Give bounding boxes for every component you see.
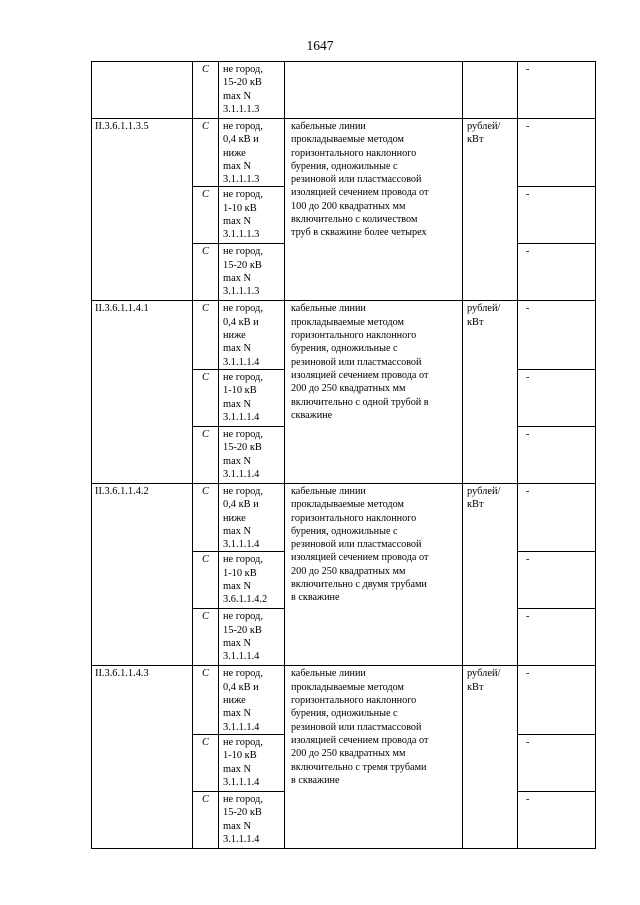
- unit-line: рублей/: [467, 303, 501, 315]
- conditions-line: 1-10 кВ: [223, 567, 257, 579]
- description-line: резиновой или пластмассовой: [291, 721, 422, 733]
- description-line: прокладываемые методом: [291, 499, 404, 511]
- conditions-line: 3.1.1.1.3: [223, 286, 260, 298]
- conditions-line: 3.1.1.1.4: [223, 721, 260, 733]
- description-line: прокладываемые методом: [291, 681, 404, 693]
- conditions-cell: [219, 187, 285, 244]
- category-cell: C: [193, 734, 219, 791]
- conditions-line: не город,: [223, 64, 263, 75]
- conditions-cell: [219, 552, 285, 609]
- conditions-line: 3.6.1.1.4.2: [223, 594, 268, 606]
- category-cell: C: [193, 369, 219, 426]
- conditions-line: max N: [223, 343, 251, 355]
- tariff-table: [91, 61, 596, 849]
- description-line: 200 до 250 квадратных мм: [291, 748, 406, 760]
- description-line: бурения, одножильные с: [291, 708, 398, 720]
- conditions-line: 0,4 кВ и: [223, 316, 259, 328]
- conditions-line: max N: [223, 273, 251, 285]
- description-line: резиновой или пластмассовой: [291, 174, 422, 186]
- unit-line: рублей/: [467, 485, 501, 497]
- conditions-line: 3.1.1.1.4: [223, 411, 260, 423]
- description-line: резиновой или пластмассовой: [291, 539, 422, 551]
- conditions-cell: [219, 369, 285, 426]
- description-line: 200 до 250 квадратных мм: [291, 565, 406, 577]
- value-cell: -: [518, 552, 596, 609]
- tariff-table-body: [92, 62, 596, 849]
- category-cell: C: [193, 119, 219, 187]
- conditions-line: max N: [223, 708, 251, 720]
- unit-cell: [463, 119, 518, 301]
- description-line: изоляцией сечением провода от: [291, 734, 429, 746]
- unit-cell: [463, 301, 518, 483]
- description-line: горизонтального наклонного: [291, 330, 417, 342]
- code-cell: II.3.6.1.1.4.1: [92, 301, 193, 483]
- description-line: изоляцией сечением провода от: [291, 552, 429, 564]
- value-cell: -: [518, 244, 596, 301]
- category-cell: C: [193, 483, 219, 551]
- page-number: 1647: [306, 38, 334, 53]
- conditions-cell: [219, 666, 285, 734]
- conditions-line: ниже: [223, 147, 246, 159]
- table-row: [92, 483, 596, 551]
- conditions-line: 3.1.1.1.4: [223, 539, 260, 551]
- category-cell: C: [193, 62, 219, 119]
- value-cell: -: [518, 119, 596, 187]
- value-cell: -: [518, 666, 596, 734]
- conditions-line: max N: [223, 455, 251, 467]
- conditions-cell: [219, 426, 285, 483]
- category-cell: C: [193, 791, 219, 848]
- value-cell: -: [518, 369, 596, 426]
- conditions-line: max N: [223, 820, 251, 832]
- conditions-line: 3.1.1.1.4: [223, 356, 260, 368]
- description-line: горизонтального наклонного: [291, 512, 417, 524]
- description-line: кабельные линии: [291, 668, 366, 680]
- conditions-line: ниже: [223, 512, 246, 524]
- conditions-cell: [219, 119, 285, 187]
- conditions-line: 15-20 кВ: [223, 442, 262, 454]
- conditions-line: 3.1.1.1.3: [223, 229, 260, 241]
- description-line: бурения, одножильные с: [291, 160, 398, 172]
- unit-line: кВт: [467, 499, 484, 511]
- unit-line: рублей/: [467, 121, 501, 132]
- conditions-line: 0,4 кВ и: [223, 681, 259, 693]
- conditions-line: не город,: [223, 554, 263, 566]
- description-line: труб в скважине более четырех: [291, 227, 427, 239]
- conditions-line: 3.1.1.1.4: [223, 833, 260, 845]
- conditions-line: 3.1.1.1.3: [223, 174, 260, 186]
- description-line: скважине: [291, 409, 333, 421]
- conditions-line: 3.1.1.1.3: [223, 103, 260, 115]
- conditions-line: не город,: [223, 189, 263, 201]
- description-line: кабельные линии: [291, 121, 366, 132]
- description-cell: [285, 119, 463, 301]
- description-line: горизонтального наклонного: [291, 695, 417, 707]
- conditions-cell: [219, 62, 285, 119]
- conditions-line: не город,: [223, 246, 263, 258]
- conditions-line: 15-20 кВ: [223, 77, 262, 89]
- unit-line: кВт: [467, 134, 484, 146]
- conditions-cell: [219, 791, 285, 848]
- description-line: горизонтального наклонного: [291, 147, 417, 159]
- conditions-line: 15-20 кВ: [223, 259, 262, 271]
- code-cell: [92, 62, 193, 119]
- description-line: кабельные линии: [291, 485, 366, 497]
- conditions-line: не город,: [223, 121, 263, 132]
- unit-cell: [463, 62, 518, 119]
- code-cell: II.3.6.1.1.3.5: [92, 119, 193, 301]
- value-cell: -: [518, 301, 596, 369]
- value-cell: -: [518, 483, 596, 551]
- description-line: включительно с количеством: [291, 214, 418, 226]
- conditions-line: 0,4 кВ и: [223, 134, 259, 146]
- table-row: [92, 301, 596, 369]
- description-line: изоляцией сечением провода от: [291, 369, 429, 381]
- conditions-line: ниже: [223, 695, 246, 707]
- description-line: прокладываемые методом: [291, 134, 404, 146]
- conditions-line: 3.1.1.1.4: [223, 651, 260, 663]
- conditions-line: не город,: [223, 611, 263, 623]
- category-cell: C: [193, 609, 219, 666]
- conditions-line: не город,: [223, 668, 263, 680]
- description-cell: [285, 666, 463, 848]
- conditions-line: 1-10 кВ: [223, 750, 257, 762]
- conditions-line: max N: [223, 216, 251, 228]
- category-cell: C: [193, 666, 219, 734]
- conditions-line: не город,: [223, 371, 263, 383]
- conditions-line: не город,: [223, 428, 263, 440]
- category-cell: C: [193, 187, 219, 244]
- description-line: бурения, одножильные с: [291, 343, 398, 355]
- conditions-line: не город,: [223, 485, 263, 497]
- description-line: бурения, одножильные с: [291, 525, 398, 537]
- description-line: 200 до 250 квадратных мм: [291, 383, 406, 395]
- conditions-line: max N: [223, 763, 251, 775]
- conditions-line: max N: [223, 581, 251, 593]
- conditions-line: 1-10 кВ: [223, 385, 257, 397]
- value-cell: -: [518, 791, 596, 848]
- conditions-line: max N: [223, 638, 251, 650]
- description-line: кабельные линии: [291, 303, 366, 315]
- unit-cell: [463, 483, 518, 665]
- code-cell: II.3.6.1.1.4.3: [92, 666, 193, 848]
- conditions-line: 1-10 кВ: [223, 202, 257, 214]
- conditions-line: max N: [223, 160, 251, 172]
- code-cell: II.3.6.1.1.4.2: [92, 483, 193, 665]
- description-line: включительно с тремя трубами: [291, 761, 427, 773]
- description-line: в скважине: [291, 774, 340, 786]
- conditions-cell: [219, 609, 285, 666]
- description-line: изоляцией сечением провода от: [291, 187, 429, 199]
- category-cell: C: [193, 552, 219, 609]
- value-cell: -: [518, 62, 596, 119]
- conditions-line: 3.1.1.1.4: [223, 468, 260, 480]
- conditions-line: 15-20 кВ: [223, 807, 262, 819]
- table-row: [92, 666, 596, 734]
- value-cell: -: [518, 187, 596, 244]
- value-cell: -: [518, 426, 596, 483]
- unit-line: рублей/: [467, 668, 501, 680]
- conditions-line: max N: [223, 398, 251, 410]
- description-line: 100 до 200 квадратных мм: [291, 200, 406, 212]
- description-cell: [285, 301, 463, 483]
- unit-cell: [463, 666, 518, 848]
- conditions-cell: [219, 244, 285, 301]
- unit-line: кВт: [467, 681, 484, 693]
- category-cell: C: [193, 301, 219, 369]
- value-cell: -: [518, 609, 596, 666]
- conditions-line: 0,4 кВ и: [223, 499, 259, 511]
- conditions-line: ниже: [223, 330, 246, 342]
- conditions-cell: [219, 483, 285, 551]
- description-cell: [285, 62, 463, 119]
- conditions-cell: [219, 301, 285, 369]
- conditions-line: не город,: [223, 793, 263, 805]
- conditions-line: 15-20 кВ: [223, 624, 262, 636]
- conditions-line: 3.1.1.1.4: [223, 776, 260, 788]
- conditions-line: не город,: [223, 736, 263, 748]
- category-cell: C: [193, 244, 219, 301]
- description-cell: [285, 483, 463, 665]
- description-line: включительно с одной трубой в: [291, 396, 429, 408]
- conditions-line: max N: [223, 90, 251, 102]
- value-cell: -: [518, 734, 596, 791]
- category-cell: C: [193, 426, 219, 483]
- description-line: резиновой или пластмассовой: [291, 356, 422, 368]
- table-row: [92, 62, 596, 119]
- description-line: включительно с двумя трубами: [291, 579, 427, 591]
- conditions-cell: [219, 734, 285, 791]
- conditions-line: не город,: [223, 303, 263, 315]
- table-row: [92, 119, 596, 187]
- unit-line: кВт: [467, 316, 484, 328]
- description-line: прокладываемые методом: [291, 316, 404, 328]
- description-line: в скважине: [291, 592, 340, 604]
- conditions-line: max N: [223, 525, 251, 537]
